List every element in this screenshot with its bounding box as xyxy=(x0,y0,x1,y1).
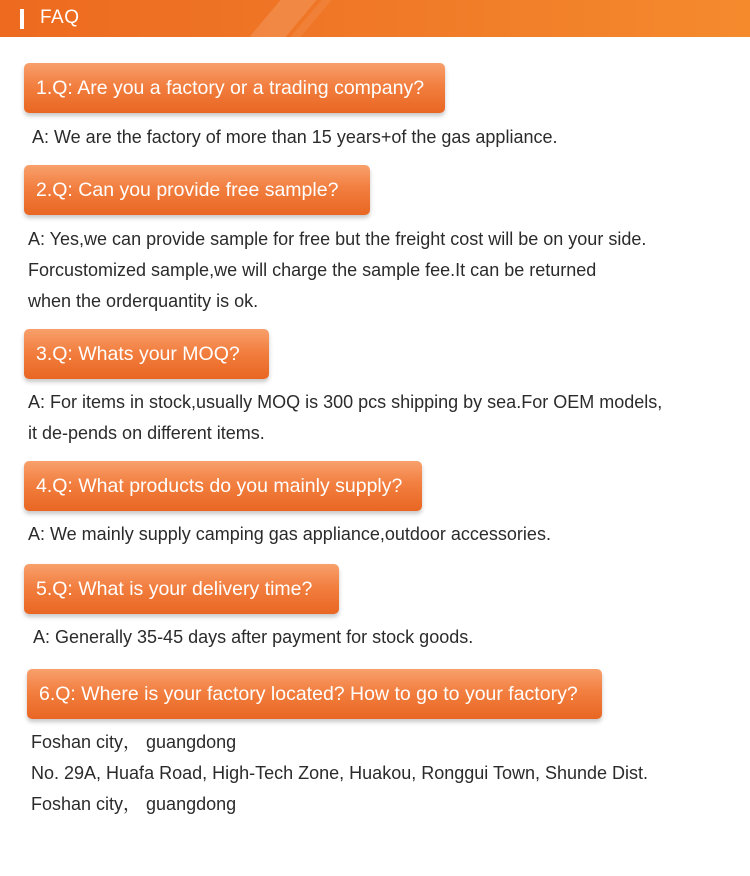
answer-line: A: Generally 35-45 days after payment for stock goods. xyxy=(33,627,474,647)
faq-header xyxy=(0,0,750,37)
faq-answer-4 xyxy=(28,519,551,550)
faq-answer-3 xyxy=(28,387,662,449)
answer-line: Foshan city， guangdong xyxy=(31,732,237,752)
answer-line: A: For items in stock,usually MOQ is 300 pcs shipping by sea.For OEM models, xyxy=(28,392,663,412)
answer-line: Forcustomized sample,we will charge the sample fee.It can be returned xyxy=(28,260,597,280)
answer-line: it de-pends on different items. xyxy=(28,423,265,443)
page-title: FAQ xyxy=(40,7,80,28)
answer-line: A: We mainly supply camping gas appliance,outdoor accessories. xyxy=(28,524,551,544)
answer-line: A: Yes,we can provide sample for free but the freight cost will be on your side. xyxy=(28,229,647,249)
faq-answer-1 xyxy=(32,122,557,153)
faq-question-1: 1.Q: Are you a factory or a trading company? xyxy=(24,63,445,113)
faq-answer-6 xyxy=(31,727,648,820)
answer-line: No. 29A, Huafa Road, High-Tech Zone, Huakou, Ronggui Town, Shunde Dist. xyxy=(31,763,649,783)
faq-question-2: 2.Q: Can you provide free sample? xyxy=(24,165,370,215)
answer-line: A: We are the factory of more than 15 years+of the gas appliance. xyxy=(32,127,558,147)
faq-question-6: 6.Q: Where is your factory located? How to go to your factory? xyxy=(27,669,602,719)
faq-question-5: 5.Q: What is your delivery time? xyxy=(24,564,339,614)
faq-question-3: 3.Q: Whats your MOQ? xyxy=(24,329,269,379)
faq-question-4: 4.Q: What products do you mainly supply? xyxy=(24,461,422,511)
answer-line: when the orderquantity is ok. xyxy=(28,291,259,311)
answer-line: Foshan city， guangdong xyxy=(31,794,237,814)
faq-answer-5 xyxy=(33,622,473,653)
faq-answer-2 xyxy=(28,224,646,317)
header-accent-bar xyxy=(20,9,24,29)
